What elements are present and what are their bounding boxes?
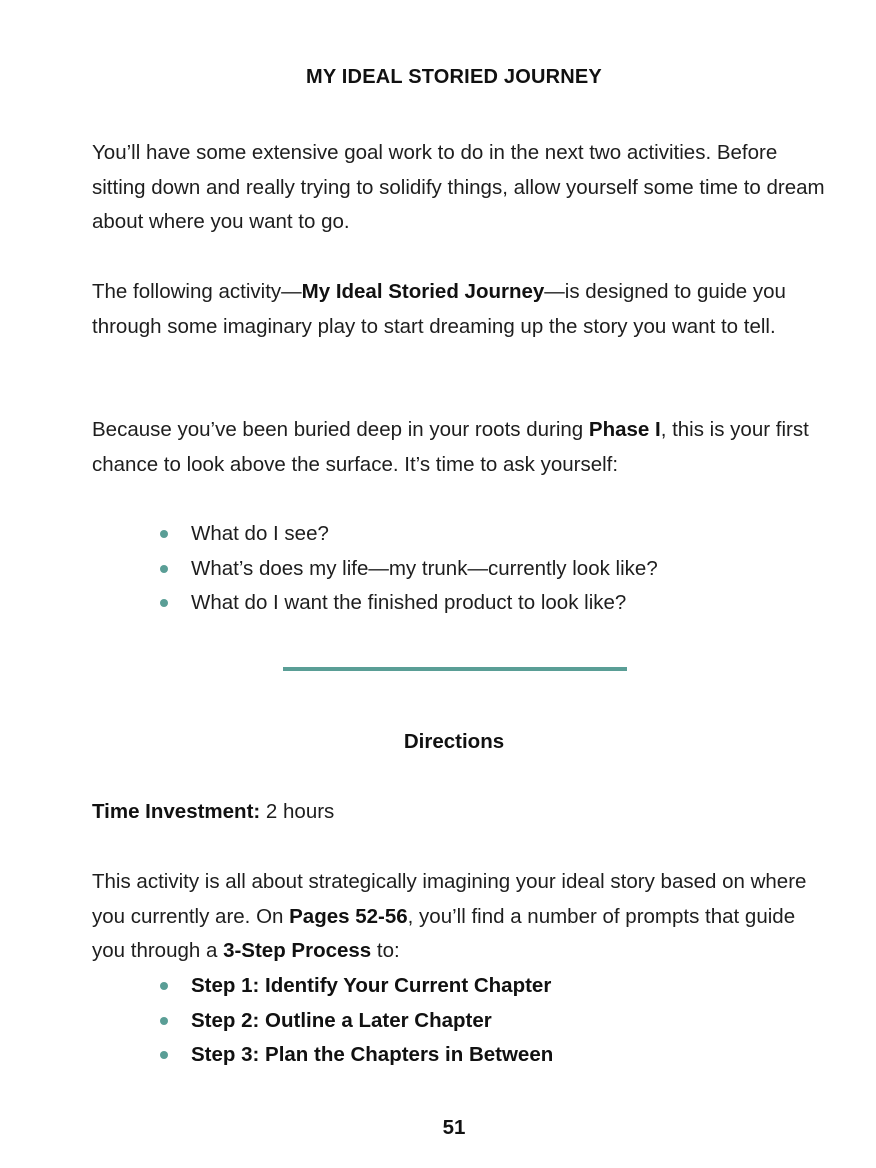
intro-paragraph-3 [92, 413, 832, 482]
directions-text-lead: This activity is all about strategically imagining your ideal story based on where you currently are. On [92, 870, 807, 928]
bullet-icon [160, 982, 168, 990]
list-item [160, 586, 658, 621]
directions-text-end: to: [371, 939, 400, 962]
intro-paragraph-1-text: You’ll have some extensive goal work to do in the next two activities. Before sitting down and really trying to solidify things, allow yourself some time to dream about where you want to go. [92, 141, 825, 233]
bullet-icon [160, 530, 168, 538]
intro-paragraph-2-lead: The following activity— [92, 280, 302, 303]
time-investment-value: 2 hours [260, 800, 335, 823]
process-name: 3-Step Process [223, 939, 372, 962]
intro-paragraph-2 [92, 275, 832, 344]
list-item [160, 1004, 553, 1039]
question-text: What do I see? [191, 522, 329, 545]
steps-list [160, 969, 553, 1073]
pages-reference: Pages 52-56 [289, 904, 408, 928]
activity-name: My Ideal Storied Journey [301, 280, 545, 303]
bullet-icon [160, 565, 168, 573]
directions-heading: Directions [403, 730, 505, 753]
list-item [160, 969, 553, 1004]
question-text: What do I want the finished product to look like? [191, 591, 627, 614]
time-investment-label: Time Investment: [92, 800, 261, 823]
list-item [160, 552, 658, 587]
directions-paragraph [92, 865, 832, 969]
bullet-icon [160, 1051, 168, 1059]
list-item [160, 517, 658, 552]
directions-text-middle: , you’ll find a number of prompts that guide you through a [92, 904, 796, 962]
intro-paragraph-3-rest: , this is your first chance to look above the surface. It’s time to ask yourself: [92, 418, 809, 476]
step-text: Step 2: Outline a Later Chapter [191, 1008, 492, 1032]
bullet-icon [160, 599, 168, 607]
section-divider [283, 667, 627, 671]
phase-name: Phase I [588, 418, 661, 441]
step-text: Step 3: Plan the Chapters in Between [191, 1043, 554, 1066]
page-title: MY IDEAL STORIED JOURNEY [306, 66, 602, 88]
list-item [160, 1038, 553, 1073]
bullet-icon [160, 1017, 168, 1025]
step-text: Step 1: Identify Your Current Chapter [191, 974, 552, 997]
time-investment [92, 795, 832, 830]
question-text: What’s does my life—my trunk—currently look like? [191, 556, 658, 580]
intro-paragraph-2-rest: —is designed to guide you through some imaginary play to start dreaming up the story you want to tell. [92, 280, 786, 338]
question-list [160, 517, 658, 621]
intro-paragraph-1 [92, 136, 832, 240]
intro-paragraph-3-lead: Because you’ve been buried deep in your roots during [92, 418, 589, 441]
page-number: 51 [442, 1116, 466, 1139]
